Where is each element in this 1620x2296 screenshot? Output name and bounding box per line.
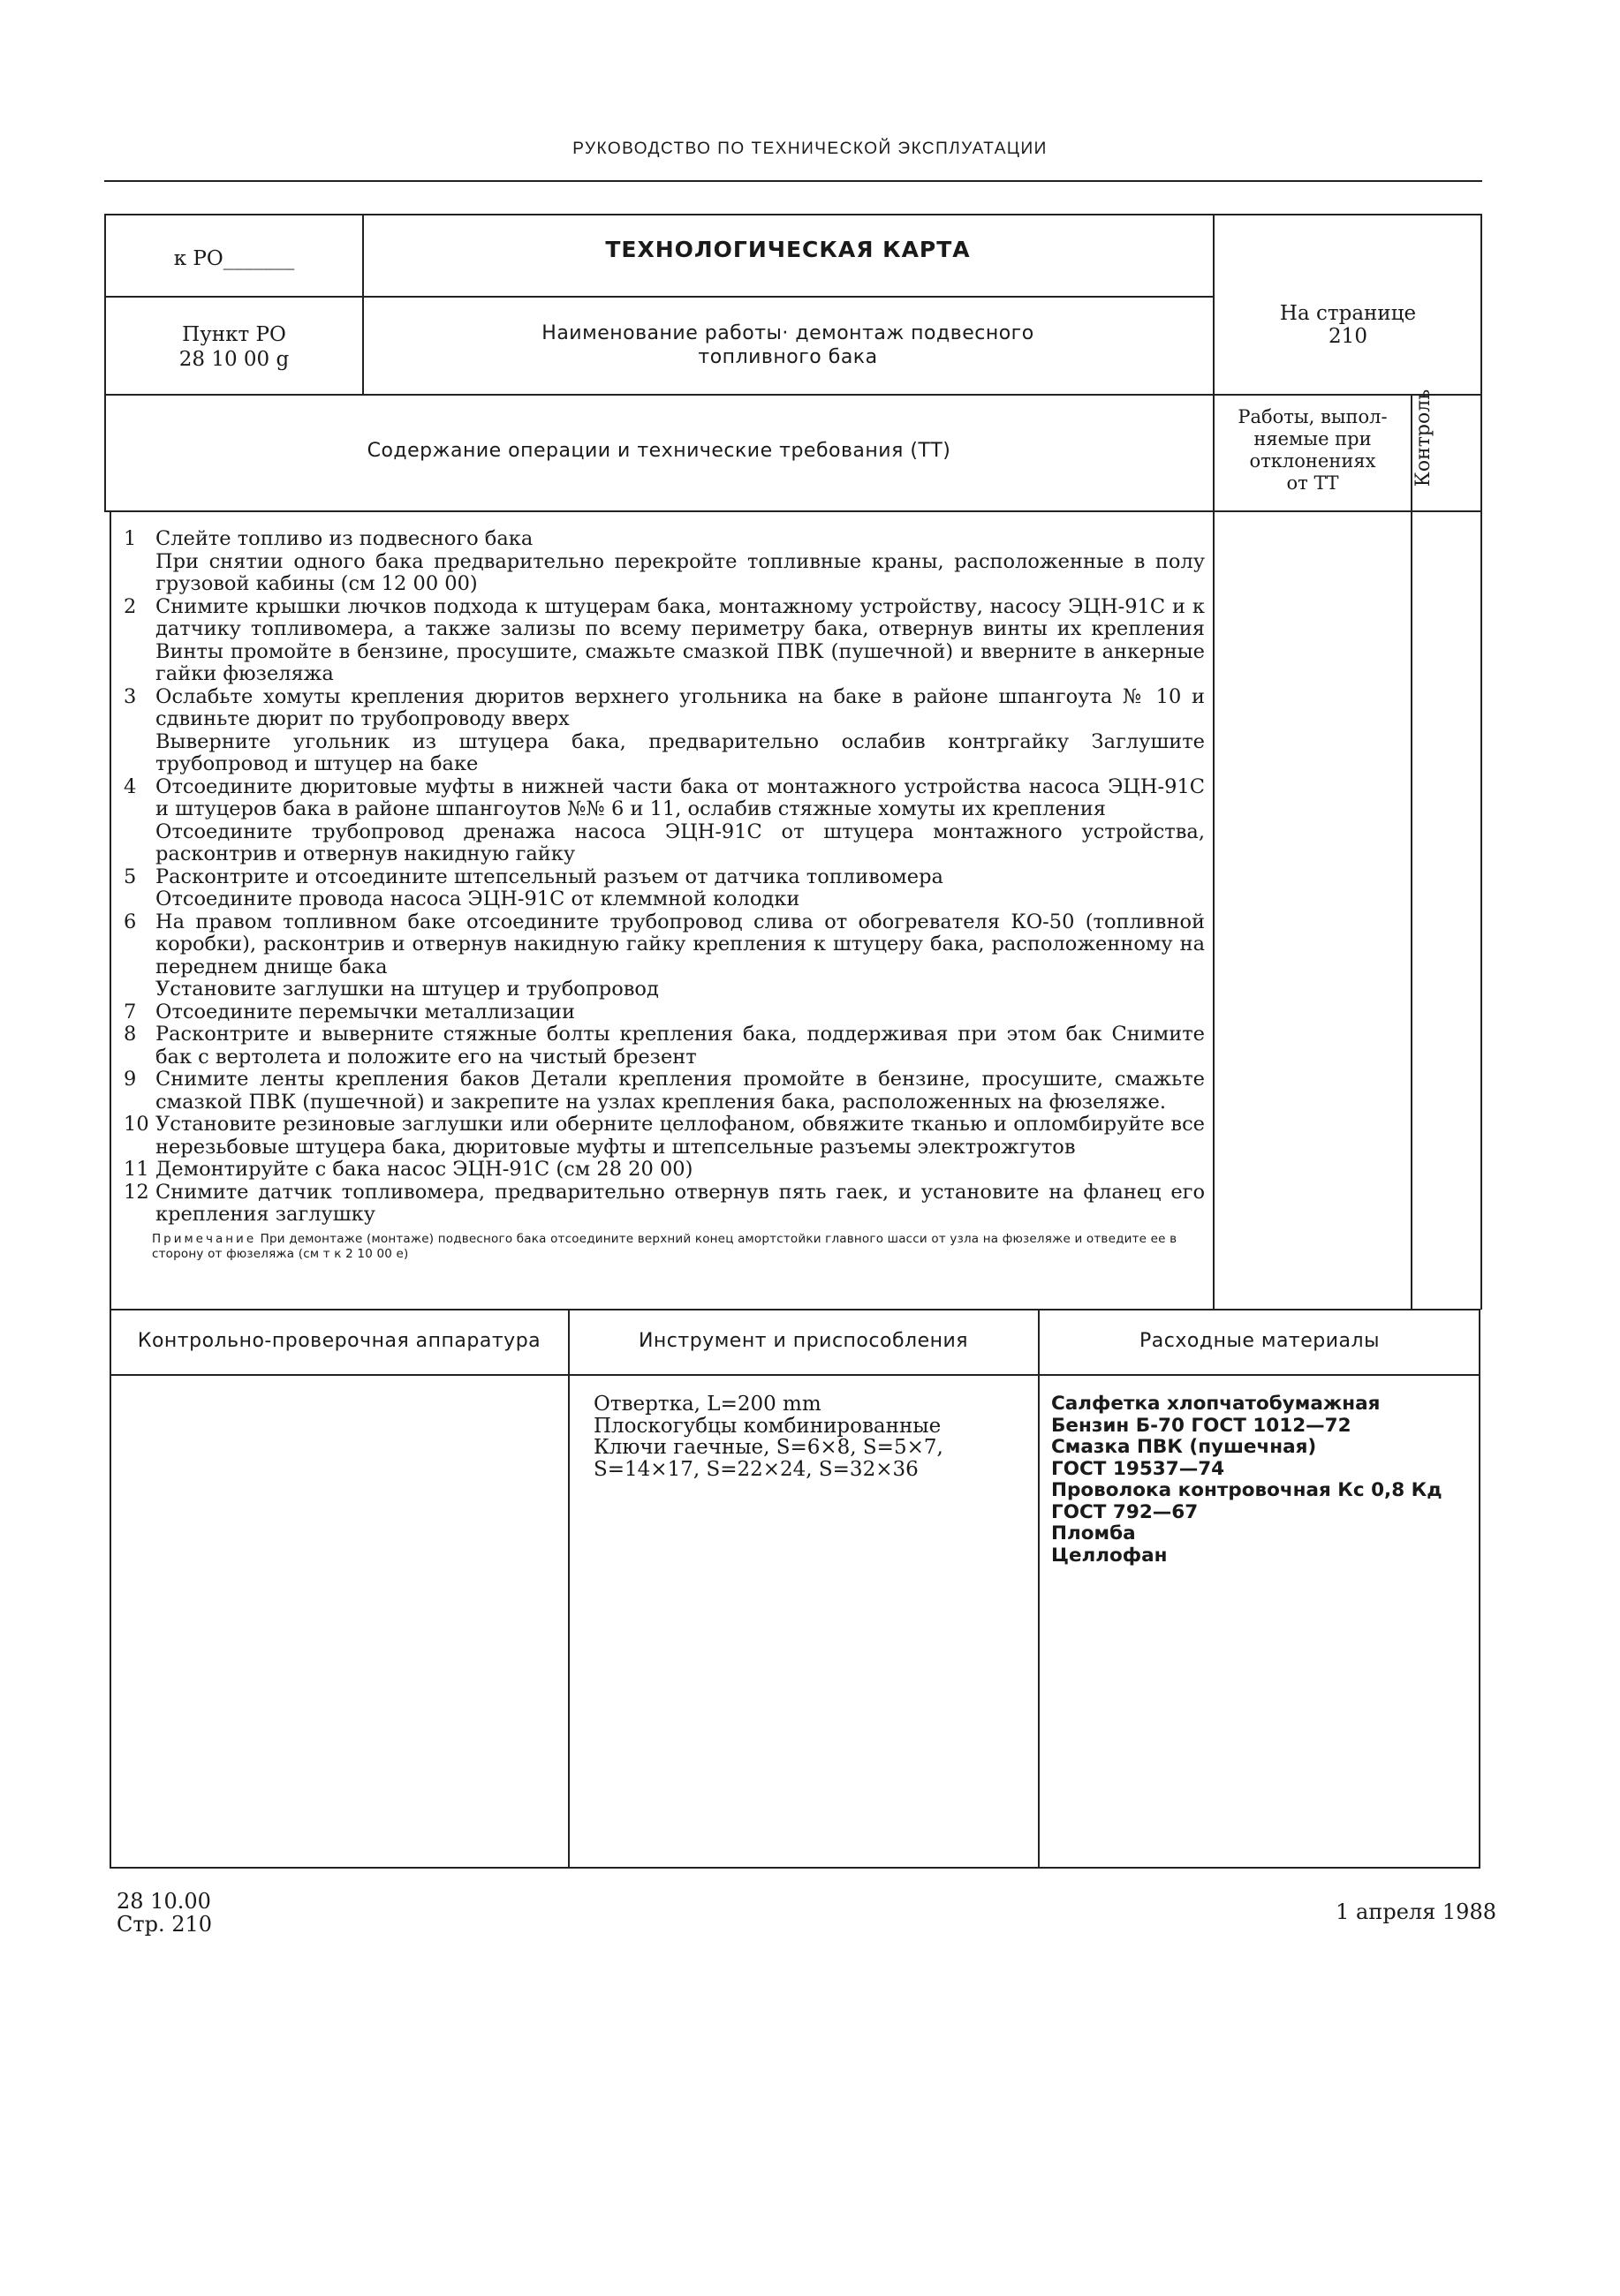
operation-number: 7 xyxy=(124,1000,137,1023)
operation-text: Отсоедините перемычки металлизации xyxy=(155,1000,576,1023)
operation-row xyxy=(113,1023,1205,1069)
operation-text: На правом топливном баке отсоедините трубопровод слива от обогревателя КО-50 (топливной коробки), расконтрив и отвернув накидную гайку крепления к штуцеру бака, расположенному на переднем днище бака xyxy=(155,910,1205,978)
footer-page: Стр. 210 xyxy=(117,1912,213,1937)
operation-text: Ослабьте хомуты крепления дюритов верхнего угольника на баке в районе шпангоута № 10 и сдвиньте дюрит по трубопроводу вверх xyxy=(155,684,1205,730)
operation-row xyxy=(113,978,1205,1001)
operation-number: 8 xyxy=(124,1023,137,1046)
operation-row xyxy=(113,821,1205,866)
tools-list xyxy=(594,1393,1031,1480)
operation-row xyxy=(113,1069,1205,1114)
col-header-tools: Инструмент и приспособления xyxy=(638,1330,969,1352)
page-header: РУКОВОДСТВО ПО ТЕХНИЧЕСКОЙ ЭКСПЛУАТАЦИИ xyxy=(572,140,1048,158)
operations-note xyxy=(113,1232,1205,1262)
control-header: Контроль xyxy=(1412,389,1435,487)
operation-number: 2 xyxy=(124,594,137,618)
materials-list xyxy=(1051,1393,1479,1567)
material-item: Проволока контровочная Кс 0,8 Кд xyxy=(1051,1479,1442,1501)
operation-row xyxy=(113,528,1205,551)
footer-left xyxy=(117,1890,212,1936)
deviation-header xyxy=(1215,406,1410,495)
tool-item: Отвертка, L=200 mm xyxy=(594,1393,821,1416)
material-item: Целлофан xyxy=(1051,1544,1168,1567)
material-item: Пломба xyxy=(1051,1522,1136,1545)
operation-number: 10 xyxy=(124,1113,149,1136)
col-header-materials: Расходные материалы xyxy=(1139,1330,1380,1352)
divider xyxy=(1213,394,1215,512)
operation-row xyxy=(113,1001,1205,1024)
deviation-header-line: отклонениях xyxy=(1249,450,1376,472)
work-name xyxy=(364,321,1212,369)
material-item: Смазка ПВК (пушечная) xyxy=(1051,1436,1317,1458)
operation-text: Снимите датчик топливомера, предварительно отвернув пять гаек, и установите на фланец его крепления заглушку xyxy=(155,1180,1205,1226)
note-label: Примечание xyxy=(152,1231,257,1246)
deviation-header-line: няемые при xyxy=(1253,428,1372,449)
tool-item: Ключи гаечные, S=6×8, S=5×7, xyxy=(594,1436,943,1459)
operation-text: Отсоедините трубопровод дренажа насоса ЭЦН-91С от штуцера монтажного устройства, расконтрив и отвернув накидную гайку xyxy=(155,819,1205,865)
material-item: ГОСТ 792—67 xyxy=(1051,1500,1199,1523)
note-text: При демонтаже (монтаже) подвесного бака отсоедините верхний конец амортстойки главного шасси от узла на фюзеляже и отведите ее в сторону от фюзеляжа (см т к 2 10 00 е) xyxy=(152,1231,1177,1261)
operation-row xyxy=(113,731,1205,776)
operation-text: Установите заглушки на штуцер и трубопровод xyxy=(155,978,659,1001)
divider xyxy=(568,1309,570,1869)
deviation-header-line: от ТТ xyxy=(1286,472,1339,494)
page-label: На странице xyxy=(1279,302,1417,325)
operation-number: 3 xyxy=(124,684,137,708)
operation-text: При снятии одного бака предварительно перекройте топливные краны, расположенные в полу грузовой кабины (см 12 00 00) xyxy=(155,549,1205,595)
footer-date: 1 апреля 1988 xyxy=(1336,1899,1496,1924)
content-header: Содержание операции и технические требования (ТТ) xyxy=(367,440,951,462)
item-code: 28 10 00 g xyxy=(178,348,290,371)
footer-code: 28 10.00 xyxy=(117,1889,211,1914)
operation-text: Отсоедините провода насоса ЭЦН-91С от клеммной колодки xyxy=(155,887,800,910)
operations-list xyxy=(113,528,1205,1262)
operation-text: Установите резиновые заглушки или оберните целлофаном, обвяжите тканью и опломбируйте все нерезьбовые штуцера бака, дюритовые муфты и штепсельные разъемы электрожгутов xyxy=(155,1113,1205,1159)
operation-number: 11 xyxy=(124,1158,149,1181)
operation-row xyxy=(113,1159,1205,1182)
deviation-header-line: Работы, выпол- xyxy=(1238,406,1388,427)
operation-text: Снимите крышки лючков подхода к штуцерам бака, монтажному устройству, насосу ЭЦН-91С и к датчику топливомера, а также зализы по всему периметру бака, отвернув винты их крепления Винты промойте в бензине, просушите, смажьте смазкой ПВК (пушечной) и вверните в анкерные гайки фюзеляжа xyxy=(155,594,1205,685)
material-item: Салфетка хлопчатобумажная xyxy=(1051,1393,1381,1415)
operation-text: Отсоедините дюритовые муфты в нижней части бака от монтажного устройства насоса ЭЦН-91С и штуцеров бака в районе шпангоутов №№ 6 и 11, ослабив стяжные хомуты их крепления xyxy=(155,774,1205,820)
operation-number: 5 xyxy=(124,865,137,888)
divider xyxy=(1213,510,1215,1310)
material-item: ГОСТ 19537—74 xyxy=(1051,1457,1225,1480)
operation-row xyxy=(113,776,1205,821)
divider xyxy=(1213,214,1215,396)
operation-number: 9 xyxy=(124,1068,137,1091)
operation-row xyxy=(113,596,1205,686)
operation-row xyxy=(113,551,1205,596)
operation-number: 1 xyxy=(124,527,137,550)
tool-item: Плоскогубцы комбинированные xyxy=(594,1414,942,1438)
operation-text: Расконтрите и выверните стяжные болты крепления бака, поддерживая при этом бак Снимите бак с вертолета и положите его на чистый брезент xyxy=(155,1023,1205,1069)
work-name-line: топливного бака xyxy=(698,346,878,368)
work-name-line: Наименование работы· демонтаж подвесного xyxy=(541,322,1034,344)
operation-number: 4 xyxy=(124,774,137,798)
divider xyxy=(1411,510,1412,1310)
operation-row xyxy=(113,686,1205,731)
divider xyxy=(1038,1309,1040,1869)
operation-text: Слейте топливо из подвесного бака xyxy=(155,527,534,550)
divider xyxy=(362,296,1214,298)
divider xyxy=(110,1374,1480,1376)
divider xyxy=(1480,510,1482,1310)
col-header-apparatus: Контрольно-проверочная аппаратура xyxy=(137,1330,541,1352)
divider xyxy=(104,296,363,298)
operation-number: 12 xyxy=(124,1180,149,1204)
operation-row xyxy=(113,888,1205,911)
operation-text: Расконтрите и отсоедините штепсельный разъем от датчика топливомера xyxy=(155,865,943,888)
tool-item: S=14×17, S=22×24, S=32×36 xyxy=(594,1457,919,1481)
card-title: ТЕХНОЛОГИЧЕСКАЯ КАРТА xyxy=(605,237,971,262)
item-label: Пункт РО xyxy=(182,323,286,346)
page-number: 210 xyxy=(1329,325,1367,348)
operation-row xyxy=(113,866,1205,889)
operation-text: Демонтируйте с бака насос ЭЦН-91С (см 28 20 00) xyxy=(155,1158,693,1181)
operation-number: 6 xyxy=(124,910,137,933)
operations-body-left xyxy=(110,510,111,1310)
operation-text: Снимите ленты крепления баков Детали крепления промойте в бензине, просушите, смажьте смазкой ПВК (пушечной) и закрепите на узлах крепления бака, расположенных на фюзеляже. xyxy=(155,1068,1205,1114)
operation-row xyxy=(113,1114,1205,1159)
operation-row xyxy=(113,1182,1205,1227)
material-item: Бензин Б-70 ГОСТ 1012—72 xyxy=(1051,1414,1351,1437)
ref-field: к РО_______ xyxy=(173,247,295,270)
operation-row xyxy=(113,911,1205,979)
operation-text: Выверните угольник из штуцера бака, предварительно ослабив контргайку Заглушите трубопровод и штуцер на баке xyxy=(155,729,1205,775)
header-rule xyxy=(104,180,1482,182)
